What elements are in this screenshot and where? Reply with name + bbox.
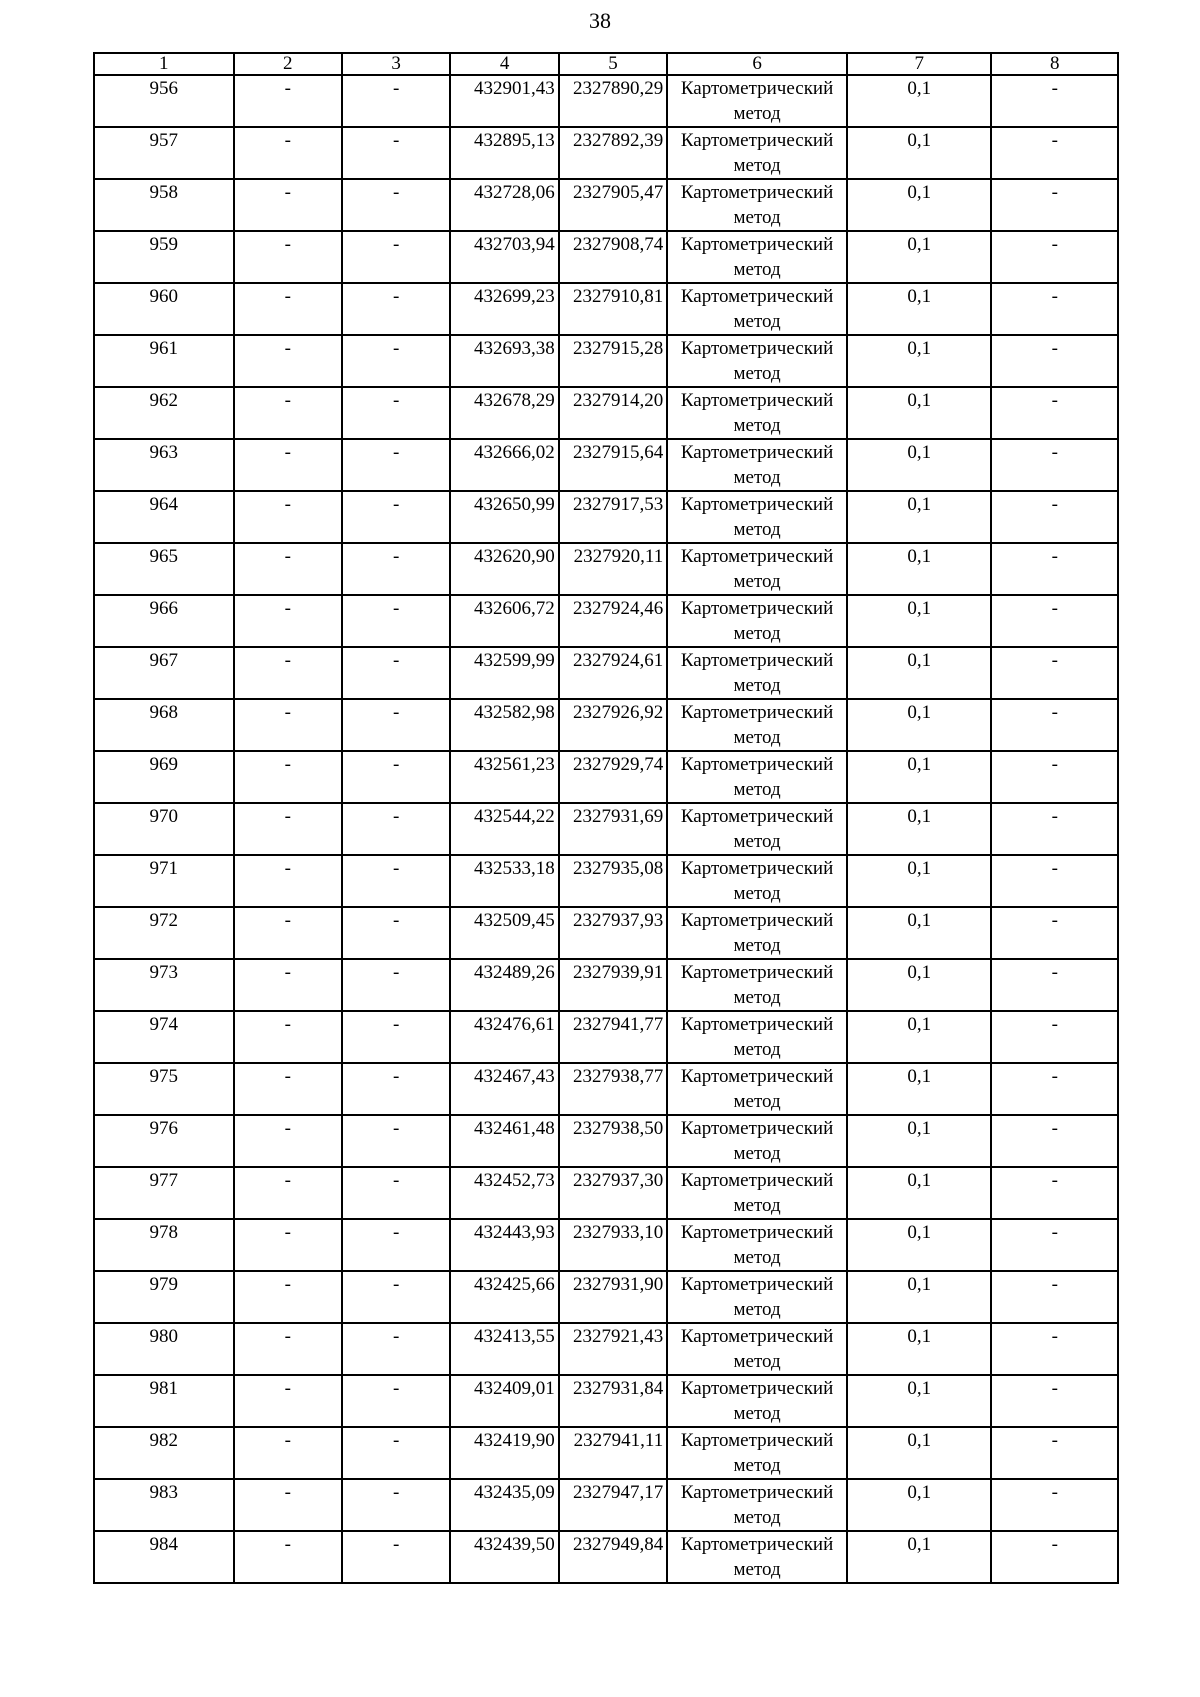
x-coordinate-cell: 432606,72 bbox=[450, 595, 558, 647]
x-coordinate-cell: 432895,13 bbox=[450, 127, 558, 179]
coordinates-table bbox=[93, 52, 1119, 1584]
accuracy-cell: 0,1 bbox=[847, 1271, 992, 1323]
column-8-cell: - bbox=[991, 595, 1118, 647]
method-cell: Картометрический метод bbox=[667, 1479, 847, 1531]
column-3-cell: - bbox=[342, 1323, 450, 1375]
column-3-cell: - bbox=[342, 387, 450, 439]
accuracy-cell: 0,1 bbox=[847, 1531, 992, 1583]
accuracy-cell: 0,1 bbox=[847, 907, 992, 959]
x-coordinate-cell: 432693,38 bbox=[450, 335, 558, 387]
accuracy-cell: 0,1 bbox=[847, 959, 992, 1011]
x-coordinate-cell: 432413,55 bbox=[450, 1323, 558, 1375]
column-3-cell: - bbox=[342, 1011, 450, 1063]
column-2-cell: - bbox=[234, 387, 342, 439]
method-cell: Картометрический метод bbox=[667, 491, 847, 543]
column-3-cell: - bbox=[342, 595, 450, 647]
column-8-cell: - bbox=[991, 1063, 1118, 1115]
column-2-cell: - bbox=[234, 1531, 342, 1583]
table-row bbox=[94, 959, 1118, 1011]
y-coordinate-cell: 2327915,64 bbox=[559, 439, 667, 491]
point-number-cell: 976 bbox=[94, 1115, 234, 1167]
accuracy-cell: 0,1 bbox=[847, 1427, 992, 1479]
table-row bbox=[94, 1271, 1118, 1323]
column-3-cell: - bbox=[342, 1531, 450, 1583]
table-row bbox=[94, 543, 1118, 595]
column-2-cell: - bbox=[234, 1271, 342, 1323]
column-8-cell: - bbox=[991, 179, 1118, 231]
table-row bbox=[94, 1063, 1118, 1115]
x-coordinate-cell: 432443,93 bbox=[450, 1219, 558, 1271]
column-3-cell: - bbox=[342, 1375, 450, 1427]
x-coordinate-cell: 432452,73 bbox=[450, 1167, 558, 1219]
accuracy-cell: 0,1 bbox=[847, 595, 992, 647]
y-coordinate-cell: 2327929,74 bbox=[559, 751, 667, 803]
point-number-cell: 980 bbox=[94, 1323, 234, 1375]
column-2-cell: - bbox=[234, 179, 342, 231]
y-coordinate-cell: 2327941,77 bbox=[559, 1011, 667, 1063]
x-coordinate-cell: 432699,23 bbox=[450, 283, 558, 335]
method-cell: Картометрический метод bbox=[667, 1323, 847, 1375]
accuracy-cell: 0,1 bbox=[847, 751, 992, 803]
column-8-cell: - bbox=[991, 855, 1118, 907]
table-row bbox=[94, 387, 1118, 439]
method-cell: Картометрический метод bbox=[667, 1011, 847, 1063]
column-2-cell: - bbox=[234, 855, 342, 907]
accuracy-cell: 0,1 bbox=[847, 1323, 992, 1375]
y-coordinate-cell: 2327890,29 bbox=[559, 75, 667, 127]
method-cell: Картометрический метод bbox=[667, 1427, 847, 1479]
table-row bbox=[94, 1375, 1118, 1427]
method-cell: Картометрический метод bbox=[667, 1063, 847, 1115]
column-2-cell: - bbox=[234, 1011, 342, 1063]
column-8-cell: - bbox=[991, 1115, 1118, 1167]
point-number-cell: 965 bbox=[94, 543, 234, 595]
point-number-cell: 978 bbox=[94, 1219, 234, 1271]
accuracy-cell: 0,1 bbox=[847, 803, 992, 855]
column-2-cell: - bbox=[234, 127, 342, 179]
column-8-cell: - bbox=[991, 1531, 1118, 1583]
y-coordinate-cell: 2327938,77 bbox=[559, 1063, 667, 1115]
column-8-cell: - bbox=[991, 335, 1118, 387]
point-number-cell: 966 bbox=[94, 595, 234, 647]
column-2-cell: - bbox=[234, 1479, 342, 1531]
column-3-cell: - bbox=[342, 231, 450, 283]
x-coordinate-cell: 432509,45 bbox=[450, 907, 558, 959]
y-coordinate-cell: 2327931,84 bbox=[559, 1375, 667, 1427]
column-2-cell: - bbox=[234, 491, 342, 543]
table-row bbox=[94, 907, 1118, 959]
column-8-cell: - bbox=[991, 1323, 1118, 1375]
column-3-cell: - bbox=[342, 75, 450, 127]
column-8-cell: - bbox=[991, 1271, 1118, 1323]
column-2-cell: - bbox=[234, 647, 342, 699]
table-row bbox=[94, 803, 1118, 855]
column-3-cell: - bbox=[342, 179, 450, 231]
y-coordinate-cell: 2327931,90 bbox=[559, 1271, 667, 1323]
column-8-cell: - bbox=[991, 907, 1118, 959]
point-number-cell: 959 bbox=[94, 231, 234, 283]
point-number-cell: 970 bbox=[94, 803, 234, 855]
table-row bbox=[94, 179, 1118, 231]
column-8-cell: - bbox=[991, 231, 1118, 283]
column-3-cell: - bbox=[342, 127, 450, 179]
table-row bbox=[94, 1115, 1118, 1167]
point-number-cell: 972 bbox=[94, 907, 234, 959]
point-number-cell: 975 bbox=[94, 1063, 234, 1115]
method-cell: Картометрический метод bbox=[667, 1375, 847, 1427]
column-8-cell: - bbox=[991, 803, 1118, 855]
table-row bbox=[94, 491, 1118, 543]
y-coordinate-cell: 2327921,43 bbox=[559, 1323, 667, 1375]
accuracy-cell: 0,1 bbox=[847, 387, 992, 439]
column-8-cell: - bbox=[991, 1479, 1118, 1531]
accuracy-cell: 0,1 bbox=[847, 127, 992, 179]
method-cell: Картометрический метод bbox=[667, 387, 847, 439]
method-cell: Картометрический метод bbox=[667, 231, 847, 283]
point-number-cell: 968 bbox=[94, 699, 234, 751]
point-number-cell: 984 bbox=[94, 1531, 234, 1583]
accuracy-cell: 0,1 bbox=[847, 1219, 992, 1271]
y-coordinate-cell: 2327892,39 bbox=[559, 127, 667, 179]
column-2-cell: - bbox=[234, 699, 342, 751]
method-cell: Картометрический метод bbox=[667, 335, 847, 387]
method-cell: Картометрический метод bbox=[667, 959, 847, 1011]
y-coordinate-cell: 2327939,91 bbox=[559, 959, 667, 1011]
x-coordinate-cell: 432703,94 bbox=[450, 231, 558, 283]
point-number-cell: 961 bbox=[94, 335, 234, 387]
column-2-cell: - bbox=[234, 959, 342, 1011]
point-number-cell: 982 bbox=[94, 1427, 234, 1479]
column-3-cell: - bbox=[342, 1219, 450, 1271]
point-number-cell: 981 bbox=[94, 1375, 234, 1427]
accuracy-cell: 0,1 bbox=[847, 1115, 992, 1167]
column-8-cell: - bbox=[991, 439, 1118, 491]
column-8-cell: - bbox=[991, 1011, 1118, 1063]
accuracy-cell: 0,1 bbox=[847, 1375, 992, 1427]
y-coordinate-cell: 2327915,28 bbox=[559, 335, 667, 387]
point-number-cell: 974 bbox=[94, 1011, 234, 1063]
accuracy-cell: 0,1 bbox=[847, 491, 992, 543]
x-coordinate-cell: 432489,26 bbox=[450, 959, 558, 1011]
y-coordinate-cell: 2327908,74 bbox=[559, 231, 667, 283]
column-header: 2 bbox=[234, 53, 342, 75]
x-coordinate-cell: 432476,61 bbox=[450, 1011, 558, 1063]
table-row bbox=[94, 1219, 1118, 1271]
column-3-cell: - bbox=[342, 543, 450, 595]
point-number-cell: 971 bbox=[94, 855, 234, 907]
point-number-cell: 979 bbox=[94, 1271, 234, 1323]
column-2-cell: - bbox=[234, 1219, 342, 1271]
x-coordinate-cell: 432461,48 bbox=[450, 1115, 558, 1167]
table-body bbox=[94, 75, 1118, 1583]
column-2-cell: - bbox=[234, 907, 342, 959]
column-3-cell: - bbox=[342, 283, 450, 335]
column-8-cell: - bbox=[991, 699, 1118, 751]
method-cell: Картометрический метод bbox=[667, 543, 847, 595]
column-3-cell: - bbox=[342, 1167, 450, 1219]
column-3-cell: - bbox=[342, 1427, 450, 1479]
method-cell: Картометрический метод bbox=[667, 1115, 847, 1167]
accuracy-cell: 0,1 bbox=[847, 439, 992, 491]
column-2-cell: - bbox=[234, 75, 342, 127]
y-coordinate-cell: 2327937,93 bbox=[559, 907, 667, 959]
x-coordinate-cell: 432901,43 bbox=[450, 75, 558, 127]
column-3-cell: - bbox=[342, 699, 450, 751]
accuracy-cell: 0,1 bbox=[847, 283, 992, 335]
accuracy-cell: 0,1 bbox=[847, 335, 992, 387]
column-3-cell: - bbox=[342, 335, 450, 387]
column-2-cell: - bbox=[234, 1115, 342, 1167]
method-cell: Картометрический метод bbox=[667, 595, 847, 647]
accuracy-cell: 0,1 bbox=[847, 647, 992, 699]
y-coordinate-cell: 2327926,92 bbox=[559, 699, 667, 751]
y-coordinate-cell: 2327947,17 bbox=[559, 1479, 667, 1531]
x-coordinate-cell: 432467,43 bbox=[450, 1063, 558, 1115]
column-2-cell: - bbox=[234, 439, 342, 491]
x-coordinate-cell: 432419,90 bbox=[450, 1427, 558, 1479]
x-coordinate-cell: 432678,29 bbox=[450, 387, 558, 439]
x-coordinate-cell: 432666,02 bbox=[450, 439, 558, 491]
point-number-cell: 967 bbox=[94, 647, 234, 699]
method-cell: Картометрический метод bbox=[667, 855, 847, 907]
accuracy-cell: 0,1 bbox=[847, 1479, 992, 1531]
column-2-cell: - bbox=[234, 283, 342, 335]
x-coordinate-cell: 432561,23 bbox=[450, 751, 558, 803]
table-row bbox=[94, 751, 1118, 803]
table-row bbox=[94, 127, 1118, 179]
column-3-cell: - bbox=[342, 751, 450, 803]
accuracy-cell: 0,1 bbox=[847, 179, 992, 231]
page-number: 38 bbox=[589, 8, 611, 33]
column-8-cell: - bbox=[991, 959, 1118, 1011]
column-2-cell: - bbox=[234, 335, 342, 387]
method-cell: Картометрический метод bbox=[667, 439, 847, 491]
table-row bbox=[94, 75, 1118, 127]
column-8-cell: - bbox=[991, 387, 1118, 439]
column-3-cell: - bbox=[342, 959, 450, 1011]
x-coordinate-cell: 432409,01 bbox=[450, 1375, 558, 1427]
point-number-cell: 973 bbox=[94, 959, 234, 1011]
column-2-cell: - bbox=[234, 803, 342, 855]
column-header-row bbox=[94, 53, 1118, 75]
column-8-cell: - bbox=[991, 283, 1118, 335]
column-header: 8 bbox=[991, 53, 1118, 75]
column-header: 3 bbox=[342, 53, 450, 75]
x-coordinate-cell: 432650,99 bbox=[450, 491, 558, 543]
method-cell: Картометрический метод bbox=[667, 647, 847, 699]
column-8-cell: - bbox=[991, 75, 1118, 127]
column-2-cell: - bbox=[234, 231, 342, 283]
column-header: 7 bbox=[847, 53, 992, 75]
column-2-cell: - bbox=[234, 1375, 342, 1427]
method-cell: Картометрический метод bbox=[667, 751, 847, 803]
column-8-cell: - bbox=[991, 1219, 1118, 1271]
column-3-cell: - bbox=[342, 1479, 450, 1531]
column-3-cell: - bbox=[342, 1115, 450, 1167]
x-coordinate-cell: 432435,09 bbox=[450, 1479, 558, 1531]
table-row bbox=[94, 283, 1118, 335]
point-number-cell: 958 bbox=[94, 179, 234, 231]
y-coordinate-cell: 2327910,81 bbox=[559, 283, 667, 335]
x-coordinate-cell: 432620,90 bbox=[450, 543, 558, 595]
accuracy-cell: 0,1 bbox=[847, 1011, 992, 1063]
method-cell: Картометрический метод bbox=[667, 699, 847, 751]
accuracy-cell: 0,1 bbox=[847, 231, 992, 283]
column-header: 1 bbox=[94, 53, 234, 75]
column-3-cell: - bbox=[342, 647, 450, 699]
column-header: 6 bbox=[667, 53, 847, 75]
column-2-cell: - bbox=[234, 751, 342, 803]
point-number-cell: 983 bbox=[94, 1479, 234, 1531]
method-cell: Картометрический метод bbox=[667, 127, 847, 179]
y-coordinate-cell: 2327937,30 bbox=[559, 1167, 667, 1219]
y-coordinate-cell: 2327941,11 bbox=[559, 1427, 667, 1479]
table-row bbox=[94, 595, 1118, 647]
column-2-cell: - bbox=[234, 543, 342, 595]
point-number-cell: 963 bbox=[94, 439, 234, 491]
column-8-cell: - bbox=[991, 647, 1118, 699]
column-3-cell: - bbox=[342, 855, 450, 907]
accuracy-cell: 0,1 bbox=[847, 75, 992, 127]
column-8-cell: - bbox=[991, 1427, 1118, 1479]
x-coordinate-cell: 432599,99 bbox=[450, 647, 558, 699]
column-2-cell: - bbox=[234, 1427, 342, 1479]
column-8-cell: - bbox=[991, 1375, 1118, 1427]
x-coordinate-cell: 432582,98 bbox=[450, 699, 558, 751]
column-2-cell: - bbox=[234, 595, 342, 647]
accuracy-cell: 0,1 bbox=[847, 855, 992, 907]
accuracy-cell: 0,1 bbox=[847, 543, 992, 595]
y-coordinate-cell: 2327924,61 bbox=[559, 647, 667, 699]
y-coordinate-cell: 2327924,46 bbox=[559, 595, 667, 647]
table-row bbox=[94, 855, 1118, 907]
table-row bbox=[94, 335, 1118, 387]
method-cell: Картометрический метод bbox=[667, 1271, 847, 1323]
table-row bbox=[94, 1167, 1118, 1219]
x-coordinate-cell: 432728,06 bbox=[450, 179, 558, 231]
accuracy-cell: 0,1 bbox=[847, 699, 992, 751]
point-number-cell: 960 bbox=[94, 283, 234, 335]
method-cell: Картометрический метод bbox=[667, 803, 847, 855]
column-8-cell: - bbox=[991, 491, 1118, 543]
method-cell: Картометрический метод bbox=[667, 283, 847, 335]
table-row bbox=[94, 647, 1118, 699]
table-row bbox=[94, 231, 1118, 283]
table-row bbox=[94, 1011, 1118, 1063]
method-cell: Картометрический метод bbox=[667, 179, 847, 231]
point-number-cell: 964 bbox=[94, 491, 234, 543]
table-row bbox=[94, 699, 1118, 751]
y-coordinate-cell: 2327905,47 bbox=[559, 179, 667, 231]
column-3-cell: - bbox=[342, 907, 450, 959]
accuracy-cell: 0,1 bbox=[847, 1167, 992, 1219]
column-8-cell: - bbox=[991, 1167, 1118, 1219]
y-coordinate-cell: 2327935,08 bbox=[559, 855, 667, 907]
method-cell: Картометрический метод bbox=[667, 75, 847, 127]
y-coordinate-cell: 2327917,53 bbox=[559, 491, 667, 543]
column-8-cell: - bbox=[991, 543, 1118, 595]
table-row bbox=[94, 1479, 1118, 1531]
column-2-cell: - bbox=[234, 1323, 342, 1375]
column-8-cell: - bbox=[991, 127, 1118, 179]
column-3-cell: - bbox=[342, 439, 450, 491]
point-number-cell: 977 bbox=[94, 1167, 234, 1219]
y-coordinate-cell: 2327914,20 bbox=[559, 387, 667, 439]
y-coordinate-cell: 2327933,10 bbox=[559, 1219, 667, 1271]
column-8-cell: - bbox=[991, 751, 1118, 803]
point-number-cell: 962 bbox=[94, 387, 234, 439]
method-cell: Картометрический метод bbox=[667, 1219, 847, 1271]
y-coordinate-cell: 2327938,50 bbox=[559, 1115, 667, 1167]
point-number-cell: 969 bbox=[94, 751, 234, 803]
column-3-cell: - bbox=[342, 1271, 450, 1323]
y-coordinate-cell: 2327920,11 bbox=[559, 543, 667, 595]
point-number-cell: 956 bbox=[94, 75, 234, 127]
x-coordinate-cell: 432425,66 bbox=[450, 1271, 558, 1323]
point-number-cell: 957 bbox=[94, 127, 234, 179]
column-2-cell: - bbox=[234, 1063, 342, 1115]
table-row bbox=[94, 1323, 1118, 1375]
accuracy-cell: 0,1 bbox=[847, 1063, 992, 1115]
column-3-cell: - bbox=[342, 1063, 450, 1115]
x-coordinate-cell: 432439,50 bbox=[450, 1531, 558, 1583]
column-3-cell: - bbox=[342, 803, 450, 855]
method-cell: Картометрический метод bbox=[667, 1531, 847, 1583]
x-coordinate-cell: 432544,22 bbox=[450, 803, 558, 855]
y-coordinate-cell: 2327949,84 bbox=[559, 1531, 667, 1583]
method-cell: Картометрический метод bbox=[667, 907, 847, 959]
table-row bbox=[94, 1531, 1118, 1583]
column-header: 5 bbox=[559, 53, 667, 75]
method-cell: Картометрический метод bbox=[667, 1167, 847, 1219]
table-row bbox=[94, 439, 1118, 491]
table-row bbox=[94, 1427, 1118, 1479]
column-3-cell: - bbox=[342, 491, 450, 543]
column-header: 4 bbox=[450, 53, 558, 75]
x-coordinate-cell: 432533,18 bbox=[450, 855, 558, 907]
column-2-cell: - bbox=[234, 1167, 342, 1219]
y-coordinate-cell: 2327931,69 bbox=[559, 803, 667, 855]
